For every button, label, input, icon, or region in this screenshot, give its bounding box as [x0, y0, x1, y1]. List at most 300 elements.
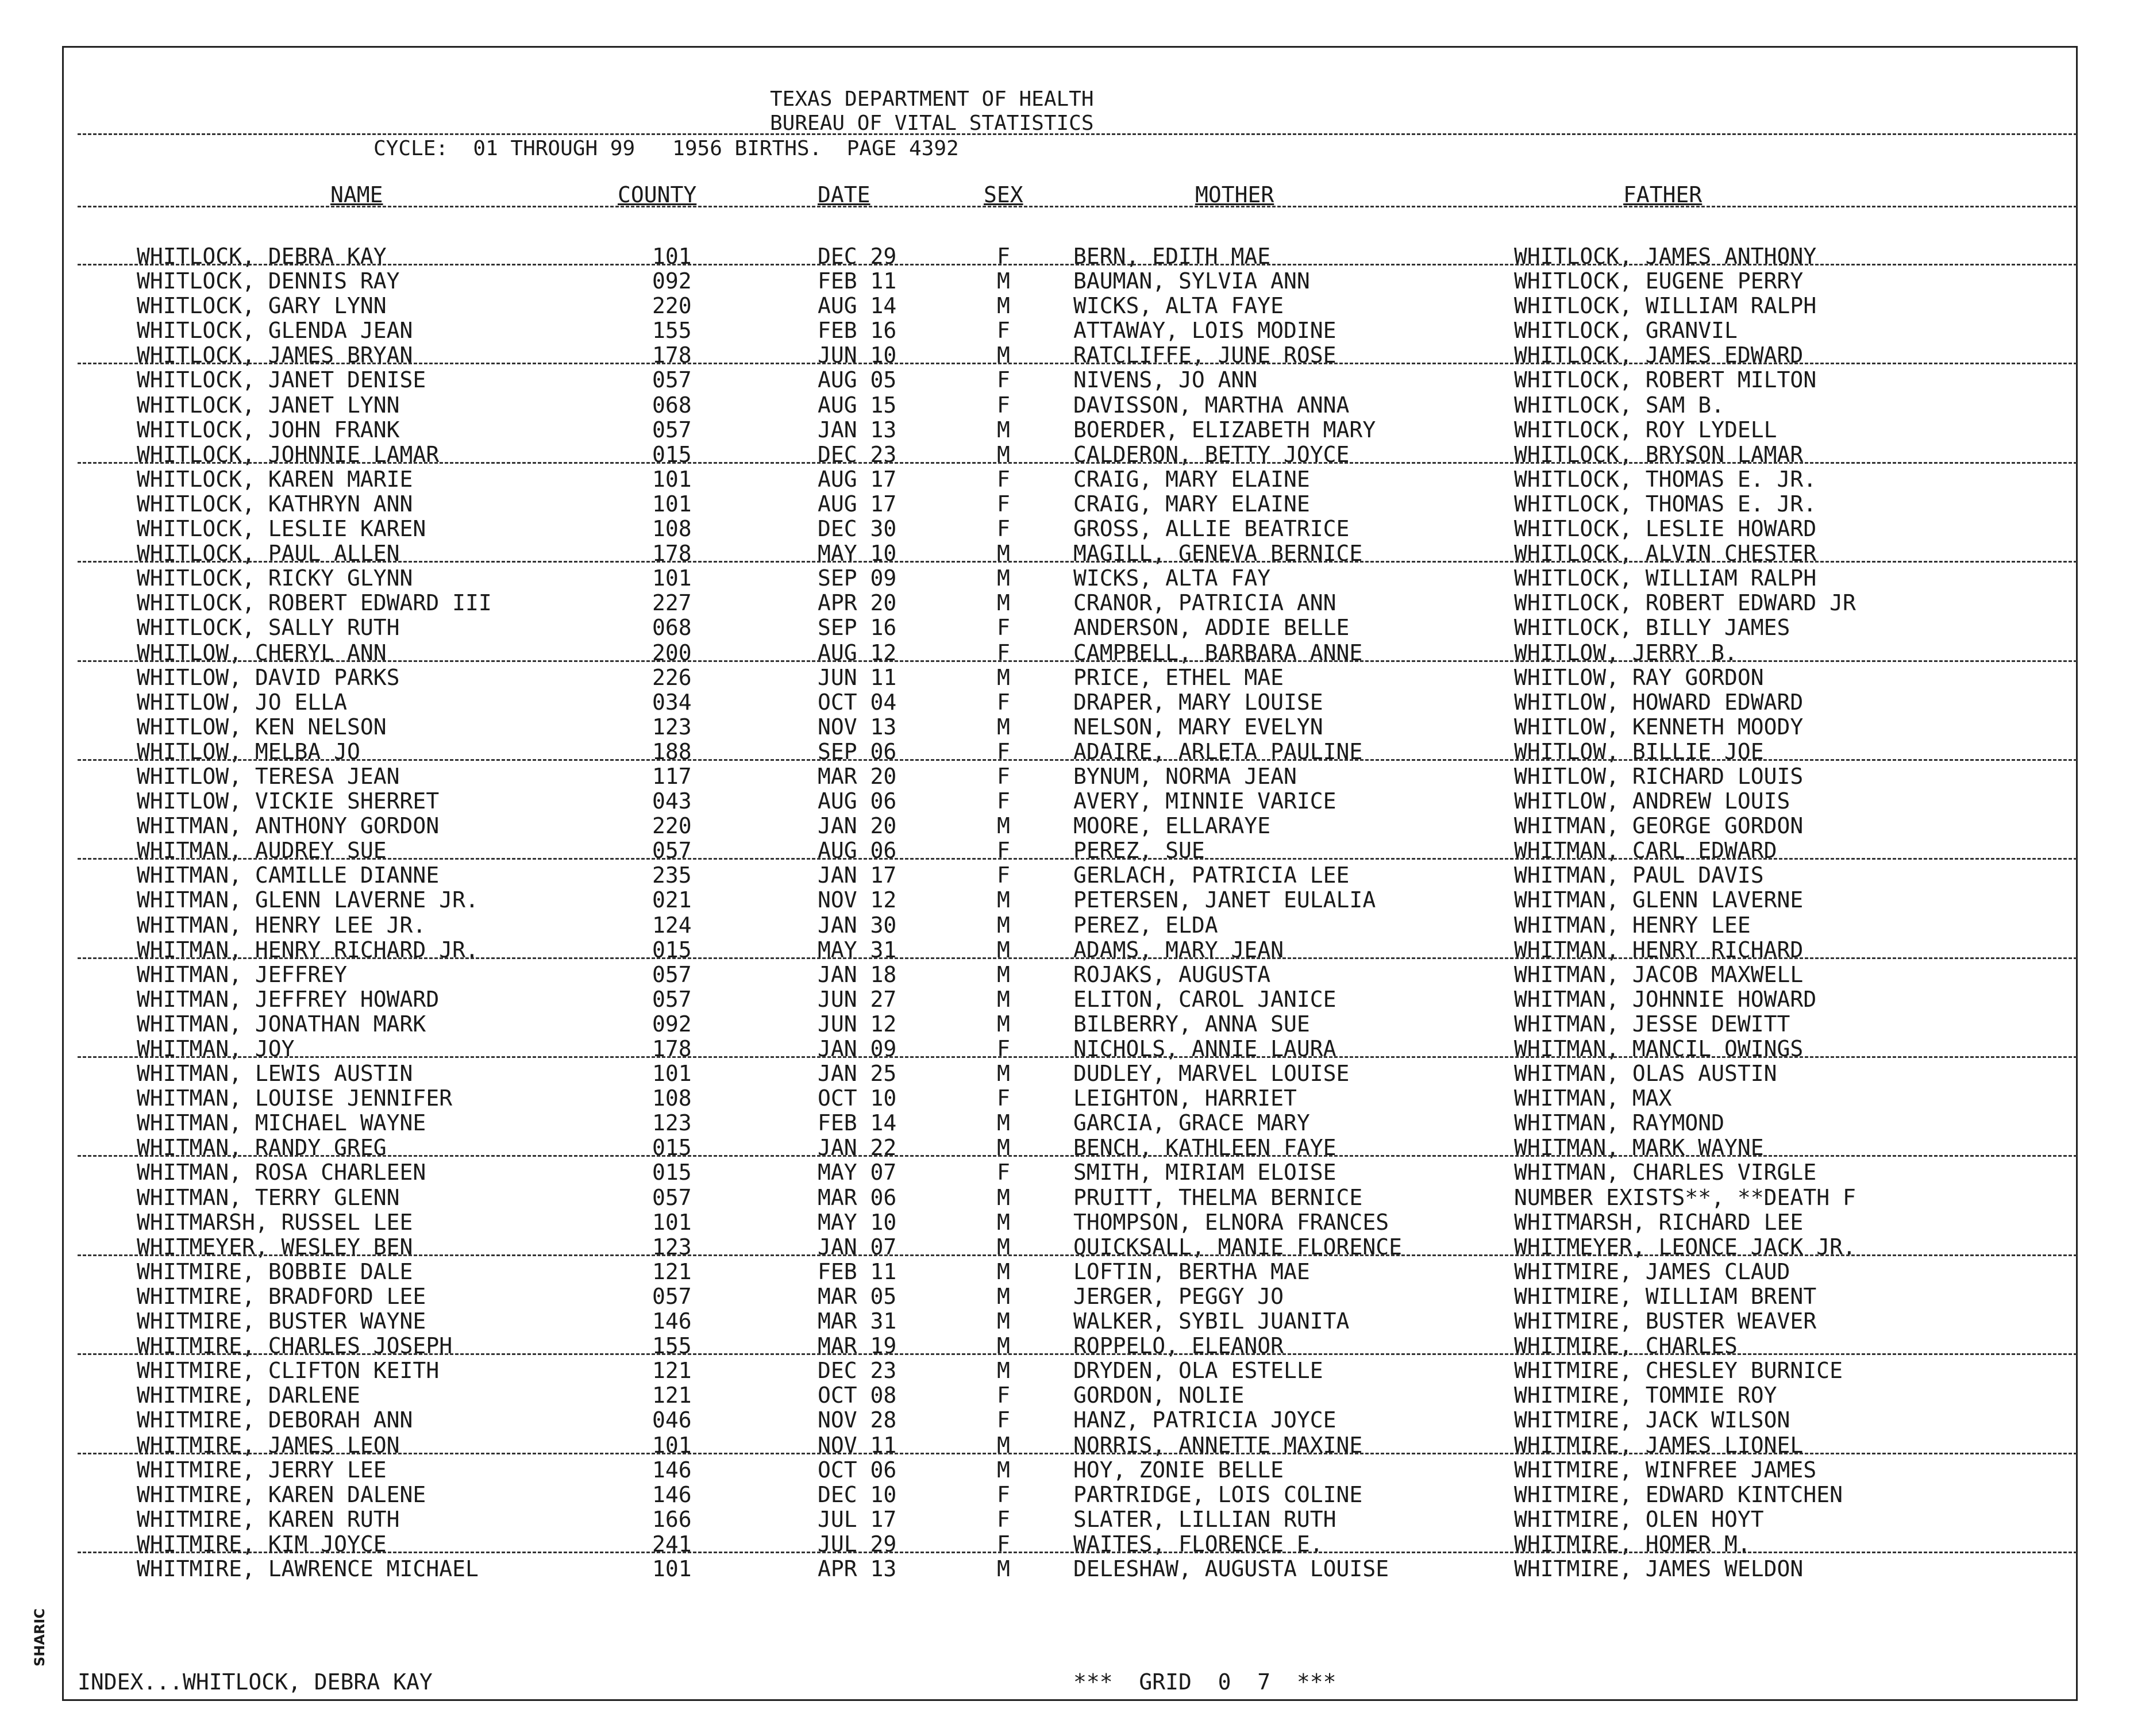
cell-mother: BENCH, KATHLEEN FAYE — [1073, 1135, 1336, 1161]
cell-name: WHITMIRE, DEBORAH ANN — [137, 1407, 413, 1433]
cell-county: 155 — [652, 1333, 692, 1359]
cell-sex: M — [997, 1358, 1010, 1384]
cell-sex: F — [997, 466, 1010, 492]
cell-sex: M — [997, 961, 1010, 987]
cell-sex: M — [997, 1432, 1010, 1458]
cell-date: SEP 09 — [818, 565, 897, 591]
cell-county: 108 — [652, 516, 692, 542]
cell-name: WHITMIRE, JAMES LEON — [137, 1432, 400, 1458]
cell-name: WHITMIRE, KAREN DALENE — [137, 1481, 426, 1507]
cell-name: WHITLOCK, KATHRYN ANN — [137, 491, 413, 517]
cell-mother: CALDERON, BETTY JOYCE — [1073, 441, 1350, 467]
cell-sex: F — [997, 367, 1010, 393]
cell-mother: WALKER, SYBIL JUANITA — [1073, 1308, 1350, 1334]
cell-date: AUG 12 — [818, 640, 897, 665]
cell-date: AUG 15 — [818, 392, 897, 418]
cell-father: WHITMIRE, EDWARD KINTCHEN — [1514, 1481, 1843, 1507]
cell-mother: ROJAKS, AUGUSTA — [1073, 961, 1271, 987]
cell-name: WHITLOCK, ROBERT EDWARD III — [137, 590, 492, 616]
table-row — [0, 1557, 2130, 1581]
cell-name: WHITMIRE, KIM JOYCE — [137, 1531, 387, 1557]
cell-father: NUMBER EXISTS**, **DEATH F — [1514, 1184, 1856, 1210]
cell-date: FEB 16 — [818, 318, 897, 344]
table-row — [0, 938, 2130, 963]
cell-mother: BOERDER, ELIZABETH MARY — [1073, 417, 1376, 442]
cell-county: 015 — [652, 441, 692, 467]
cell-mother: ADAMS, MARY JEAN — [1073, 937, 1284, 963]
cell-father: WHITLOW, KENNETH MOODY — [1514, 714, 1804, 740]
cell-county: 101 — [652, 1556, 692, 1581]
table-row — [0, 1309, 2130, 1334]
cell-county: 188 — [652, 738, 692, 764]
cell-date: AUG 06 — [818, 788, 897, 814]
cell-mother: ANDERSON, ADDIE BELLE — [1073, 615, 1350, 641]
cell-county: 227 — [652, 590, 692, 616]
cell-date: MAR 05 — [818, 1283, 897, 1309]
cell-sex: M — [997, 441, 1010, 467]
cell-father: WHITMAN, PAUL DAVIS — [1514, 863, 1764, 888]
cell-date: MAR 06 — [818, 1184, 897, 1210]
header-rule — [78, 133, 2077, 135]
table-row — [0, 591, 2130, 615]
cell-name: WHITMIRE, JERRY LEE — [137, 1457, 387, 1483]
cell-mother: NIVENS, JO ANN — [1073, 367, 1258, 393]
table-row — [0, 343, 2130, 368]
cell-name: WHITMIRE, CHARLES JOSEPH — [137, 1333, 453, 1359]
cell-mother: JERGER, PEGGY JO — [1073, 1283, 1284, 1309]
cell-county: 057 — [652, 838, 692, 864]
cell-county: 046 — [652, 1407, 692, 1433]
cell-county: 108 — [652, 1086, 692, 1111]
cell-father: WHITMARSH, RICHARD LEE — [1514, 1209, 1804, 1235]
cell-date: MAR 31 — [818, 1308, 897, 1334]
cell-sex: F — [997, 863, 1010, 888]
cell-sex: F — [997, 244, 1010, 269]
cell-father: WHITMAN, JOHNNIE HOWARD — [1514, 986, 1817, 1012]
table-row — [0, 913, 2130, 938]
cell-father: WHITMIRE, OLEN HOYT — [1514, 1506, 1764, 1532]
table-row — [0, 1061, 2130, 1086]
cell-mother: CAMPBELL, BARBARA ANNE — [1073, 640, 1363, 665]
cell-county: 123 — [652, 1110, 692, 1136]
cell-date: MAR 20 — [818, 763, 897, 789]
cell-date: JAN 20 — [818, 813, 897, 839]
cell-date: AUG 06 — [818, 838, 897, 864]
cell-county: 146 — [652, 1457, 692, 1483]
cell-county: 057 — [652, 1184, 692, 1210]
cell-date: OCT 08 — [818, 1383, 897, 1408]
cell-date: JUN 10 — [818, 342, 897, 368]
cell-date: DEC 29 — [818, 244, 897, 269]
cell-sex: F — [997, 689, 1010, 715]
cell-county: 021 — [652, 887, 692, 913]
cell-sex: M — [997, 813, 1010, 839]
cell-mother: BAUMAN, SYLVIA ANN — [1073, 268, 1310, 294]
cell-sex: F — [997, 763, 1010, 789]
cell-father: WHITMAN, MAX — [1514, 1086, 1672, 1111]
cell-father: WHITMIRE, TOMMIE ROY — [1514, 1383, 1777, 1408]
cell-mother: GROSS, ALLIE BEATRICE — [1073, 516, 1350, 542]
cell-date: NOV 11 — [818, 1432, 897, 1458]
table-row — [0, 690, 2130, 715]
table-row — [0, 863, 2130, 888]
cell-date: NOV 12 — [818, 887, 897, 913]
cell-date: JAN 17 — [818, 863, 897, 888]
cell-name: WHITMAN, RANDY GREG — [137, 1135, 387, 1161]
cell-mother: GORDON, NOLIE — [1073, 1383, 1245, 1408]
cell-sex: M — [997, 1308, 1010, 1334]
cell-sex: F — [997, 1531, 1010, 1557]
cell-father: WHITLOW, BILLIE JOE — [1514, 738, 1764, 764]
cell-father: WHITMAN, MARK WAYNE — [1514, 1135, 1764, 1161]
cell-mother: BYNUM, NORMA JEAN — [1073, 763, 1297, 789]
column-header-rule — [78, 206, 2077, 207]
cell-mother: GERLACH, PATRICIA LEE — [1073, 863, 1350, 888]
cell-name: WHITMIRE, BOBBIE DALE — [137, 1258, 413, 1284]
cell-date: DEC 23 — [818, 1358, 897, 1384]
cell-father: WHITMAN, HENRY LEE — [1514, 912, 1751, 938]
cell-sex: F — [997, 1481, 1010, 1507]
column-header-mother: MOTHER — [1195, 182, 1274, 207]
cell-date: NOV 28 — [818, 1407, 897, 1433]
column-header-father: FATHER — [1623, 182, 1703, 207]
cell-county: 121 — [652, 1383, 692, 1408]
column-header-county: COUNTY — [618, 182, 697, 207]
cell-mother: AVERY, MINNIE VARICE — [1073, 788, 1336, 814]
cell-county: 241 — [652, 1531, 692, 1557]
cell-sex: M — [997, 912, 1010, 938]
cell-date: JUL 29 — [818, 1531, 897, 1557]
cell-mother: DELESHAW, AUGUSTA LOUISE — [1073, 1556, 1389, 1581]
column-header-sex: SEX — [984, 182, 1023, 207]
cell-date: OCT 06 — [818, 1457, 897, 1483]
table-row — [0, 467, 2130, 492]
cell-sex: M — [997, 937, 1010, 963]
cell-date: AUG 17 — [818, 466, 897, 492]
cell-father: WHITLOCK, EUGENE PERRY — [1514, 268, 1804, 294]
cell-father: WHITLOCK, SAM B. — [1514, 392, 1725, 418]
cell-date: OCT 10 — [818, 1086, 897, 1111]
cell-county: 043 — [652, 788, 692, 814]
table-row — [0, 492, 2130, 517]
cell-date: MAR 19 — [818, 1333, 897, 1359]
cell-father: WHITLOW, RICHARD LOUIS — [1514, 763, 1804, 789]
cell-mother: ADAIRE, ARLETA PAULINE — [1073, 738, 1363, 764]
cell-mother: QUICKSALL, MANIE FLORENCE — [1073, 1234, 1402, 1260]
cell-name: WHITLOCK, DEBRA KAY — [137, 244, 387, 269]
cell-sex: M — [997, 1184, 1010, 1210]
cell-date: MAY 31 — [818, 937, 897, 963]
cell-mother: NELSON, MARY EVELYN — [1073, 714, 1323, 740]
cell-date: APR 20 — [818, 590, 897, 616]
table-row — [0, 1483, 2130, 1507]
cell-father: WHITMAN, JACOB MAXWELL — [1514, 961, 1804, 987]
cell-mother: DUDLEY, MARVEL LOUISE — [1073, 1061, 1350, 1087]
cell-county: 178 — [652, 541, 692, 567]
cell-county: 101 — [652, 1061, 692, 1087]
cell-name: WHITLOW, CHERYL ANN — [137, 640, 387, 665]
cell-father: WHITLOCK, ALVIN CHESTER — [1514, 541, 1817, 567]
cell-county: 057 — [652, 986, 692, 1012]
cell-father: WHITLOW, HOWARD EDWARD — [1514, 689, 1804, 715]
cell-date: JAN 25 — [818, 1061, 897, 1087]
cell-name: WHITLOCK, DENNIS RAY — [137, 268, 400, 294]
cell-name: WHITLOCK, JOHNNIE LAMAR — [137, 441, 440, 467]
cell-date: MAY 07 — [818, 1160, 897, 1185]
cell-father: WHITLOCK, WILLIAM RALPH — [1514, 293, 1817, 319]
cell-name: WHITLOW, MELBA JO — [137, 738, 360, 764]
cell-county: 200 — [652, 640, 692, 665]
cell-father: WHITMIRE, BUSTER WEAVER — [1514, 1308, 1817, 1334]
cell-father: WHITMAN, RAYMOND — [1514, 1110, 1725, 1136]
cell-sex: F — [997, 838, 1010, 864]
cell-name: WHITLOCK, JANET LYNN — [137, 392, 400, 418]
cell-name: WHITMAN, JONATHAN MARK — [137, 1011, 426, 1037]
cell-county: 220 — [652, 293, 692, 319]
cell-county: 015 — [652, 937, 692, 963]
cell-name: WHITLOCK, GLENDA JEAN — [137, 318, 413, 344]
cell-father: WHITMAN, OLAS AUSTIN — [1514, 1061, 1777, 1087]
cell-father: WHITMAN, JESSE DEWITT — [1514, 1011, 1790, 1037]
department-title: TEXAS DEPARTMENT OF HEALTH — [770, 87, 1094, 111]
cell-county: 101 — [652, 244, 692, 269]
cell-sex: M — [997, 1209, 1010, 1235]
cell-county: 220 — [652, 813, 692, 839]
cell-father: WHITMAN, MANCIL OWINGS — [1514, 1036, 1804, 1061]
cell-mother: ATTAWAY, LOIS MODINE — [1073, 318, 1336, 344]
cell-sex: F — [997, 1407, 1010, 1433]
cell-name: WHITLOCK, JOHN FRANK — [137, 417, 400, 442]
cell-county: 015 — [652, 1160, 692, 1185]
table-row — [0, 615, 2130, 640]
cell-date: JUN 27 — [818, 986, 897, 1012]
table-row — [0, 294, 2130, 318]
cell-name: WHITMAN, MICHAEL WAYNE — [137, 1110, 426, 1136]
table-row — [0, 1160, 2130, 1185]
cell-sex: F — [997, 1383, 1010, 1408]
cell-date: JUN 11 — [818, 664, 897, 690]
cell-name: WHITMIRE, CLIFTON KEITH — [137, 1358, 440, 1384]
cell-county: 166 — [652, 1506, 692, 1532]
cell-father: WHITMAN, GEORGE GORDON — [1514, 813, 1804, 839]
cell-name: WHITMAN, TERRY GLENN — [137, 1184, 400, 1210]
cell-mother: GARCIA, GRACE MARY — [1073, 1110, 1310, 1136]
table-row — [0, 838, 2130, 863]
cell-county: 101 — [652, 1209, 692, 1235]
cell-father: WHITLOCK, JAMES EDWARD — [1514, 342, 1804, 368]
cell-sex: M — [997, 1135, 1010, 1161]
cell-name: WHITLOCK, RICKY GLYNN — [137, 565, 413, 591]
cell-mother: DAVISSON, MARTHA ANNA — [1073, 392, 1350, 418]
cell-father: WHITLOCK, THOMAS E. JR. — [1514, 491, 1817, 517]
cell-date: FEB 11 — [818, 1258, 897, 1284]
cell-county: 178 — [652, 342, 692, 368]
cell-date: MAY 10 — [818, 1209, 897, 1235]
cell-name: WHITLOCK, LESLIE KAREN — [137, 516, 426, 542]
cell-mother: WAITES, FLORENCE E. — [1073, 1531, 1323, 1557]
table-row — [0, 1507, 2130, 1532]
table-row — [0, 789, 2130, 814]
cell-date: OCT 04 — [818, 689, 897, 715]
table-row — [0, 566, 2130, 591]
cell-county: 015 — [652, 1135, 692, 1161]
cell-county: 121 — [652, 1258, 692, 1284]
table-row — [0, 1284, 2130, 1309]
cell-mother: PARTRIDGE, LOIS COLINE — [1073, 1481, 1363, 1507]
cell-name: WHITMIRE, DARLENE — [137, 1383, 360, 1408]
cell-county: 101 — [652, 565, 692, 591]
cell-county: 034 — [652, 689, 692, 715]
cell-name: WHITLOCK, JAMES BRYAN — [137, 342, 413, 368]
cell-county: 101 — [652, 466, 692, 492]
cell-name: WHITMARSH, RUSSEL LEE — [137, 1209, 413, 1235]
cell-sex: M — [997, 1011, 1010, 1037]
cell-name: WHITLOW, VICKIE SHERRET — [137, 788, 440, 814]
cell-father: WHITLOCK, BILLY JAMES — [1514, 615, 1790, 641]
cell-name: WHITMAN, HENRY RICHARD JR. — [137, 937, 479, 963]
cell-name: WHITLOCK, SALLY RUTH — [137, 615, 400, 641]
cycle-line: CYCLE: 01 THROUGH 99 1956 BIRTHS. PAGE 4392 — [373, 137, 959, 160]
cell-mother: PEREZ, SUE — [1073, 838, 1205, 864]
table-row — [0, 1383, 2130, 1408]
cell-mother: LEIGHTON, HARRIET — [1073, 1086, 1297, 1111]
cell-date: JAN 18 — [818, 961, 897, 987]
cell-county: 123 — [652, 714, 692, 740]
cell-county: 124 — [652, 912, 692, 938]
cell-father: WHITLOCK, ROY LYDELL — [1514, 417, 1777, 442]
cell-sex: M — [997, 1061, 1010, 1087]
cell-sex: M — [997, 541, 1010, 567]
cell-county: 117 — [652, 763, 692, 789]
table-row — [0, 1532, 2130, 1557]
cell-name: WHITLOW, DAVID PARKS — [137, 664, 400, 690]
cell-father: WHITMIRE, CHESLEY BURNICE — [1514, 1358, 1843, 1384]
cell-date: DEC 10 — [818, 1481, 897, 1507]
cell-father: WHITMIRE, CHARLES — [1514, 1333, 1738, 1359]
table-row — [0, 740, 2130, 764]
cell-date: JAN 09 — [818, 1036, 897, 1061]
table-row — [0, 517, 2130, 541]
cell-mother: HANZ, PATRICIA JOYCE — [1073, 1407, 1336, 1433]
cell-name: WHITMAN, ROSA CHARLEEN — [137, 1160, 426, 1185]
cell-county: 057 — [652, 367, 692, 393]
cell-county: 092 — [652, 268, 692, 294]
cell-father: WHITLOCK, LESLIE HOWARD — [1514, 516, 1817, 542]
cell-mother: DRYDEN, OLA ESTELLE — [1073, 1358, 1323, 1384]
cell-mother: NORRIS, ANNETTE MAXINE — [1073, 1432, 1363, 1458]
cell-date: AUG 14 — [818, 293, 897, 319]
sharic-stamp: SHARIC — [32, 1608, 48, 1666]
cell-county: 123 — [652, 1234, 692, 1260]
cell-mother: ROPPELO, ELEANOR — [1073, 1333, 1284, 1359]
cell-date: FEB 11 — [818, 268, 897, 294]
table-row — [0, 764, 2130, 789]
cell-mother: SMITH, MIRIAM ELOISE — [1073, 1160, 1336, 1185]
cell-county: 146 — [652, 1481, 692, 1507]
cell-sex: F — [997, 738, 1010, 764]
table-row — [0, 715, 2130, 740]
cell-father: WHITLOCK, ROBERT EDWARD JR — [1514, 590, 1856, 616]
cell-name: WHITMAN, HENRY LEE JR. — [137, 912, 426, 938]
table-row — [0, 1210, 2130, 1235]
cell-father: WHITLOCK, BRYSON LAMAR — [1514, 441, 1804, 467]
cell-date: JAN 07 — [818, 1234, 897, 1260]
cell-date: NOV 13 — [818, 714, 897, 740]
records-table — [0, 244, 2130, 1581]
cell-mother: PEREZ, ELDA — [1073, 912, 1218, 938]
cell-name: WHITMAN, CAMILLE DIANNE — [137, 863, 440, 888]
cell-name: WHITLOCK, GARY LYNN — [137, 293, 387, 319]
cell-county: 057 — [652, 961, 692, 987]
cell-father: WHITMIRE, JAMES WELDON — [1514, 1556, 1804, 1581]
cell-date: JAN 30 — [818, 912, 897, 938]
cell-sex: M — [997, 986, 1010, 1012]
cell-father: WHITMIRE, HOMER M. — [1514, 1531, 1751, 1557]
cell-father: WHITLOCK, JAMES ANTHONY — [1514, 244, 1817, 269]
cell-name: WHITMIRE, KAREN RUTH — [137, 1506, 400, 1532]
cell-sex: M — [997, 1258, 1010, 1284]
cell-mother: RATCLIFFE, JUNE ROSE — [1073, 342, 1336, 368]
cell-name: WHITMIRE, LAWRENCE MICHAEL — [137, 1556, 479, 1581]
cell-father: WHITLOCK, GRANVIL — [1514, 318, 1738, 344]
cell-sex: M — [997, 1556, 1010, 1581]
cell-name: WHITMAN, LEWIS AUSTIN — [137, 1061, 413, 1087]
cell-father: WHITMAN, CARL EDWARD — [1514, 838, 1777, 864]
cell-name: WHITMAN, JEFFREY — [137, 961, 348, 987]
column-header-name: NAME — [330, 182, 383, 207]
table-row — [0, 1433, 2130, 1458]
cell-name: WHITMIRE, BUSTER WAYNE — [137, 1308, 426, 1334]
cell-date: SEP 16 — [818, 615, 897, 641]
table-row — [0, 641, 2130, 665]
bureau-title: BUREAU OF VITAL STATISTICS — [770, 111, 1094, 135]
cell-county: 101 — [652, 1432, 692, 1458]
table-row — [0, 541, 2130, 566]
cell-mother: SLATER, LILLIAN RUTH — [1073, 1506, 1336, 1532]
table-row — [0, 963, 2130, 987]
cell-father: WHITMAN, HENRY RICHARD — [1514, 937, 1804, 963]
cell-sex: F — [997, 318, 1010, 344]
cell-mother: WICKS, ALTA FAY — [1073, 565, 1271, 591]
cell-name: WHITMAN, AUDREY SUE — [137, 838, 387, 864]
cell-county: 092 — [652, 1011, 692, 1037]
cell-date: JUN 12 — [818, 1011, 897, 1037]
cell-county: 155 — [652, 318, 692, 344]
cell-date: APR 13 — [818, 1556, 897, 1581]
cell-mother: DRAPER, MARY LOUISE — [1073, 689, 1323, 715]
table-row — [0, 418, 2130, 442]
cell-mother: WICKS, ALTA FAYE — [1073, 293, 1284, 319]
cell-father: WHITMIRE, WINFREE JAMES — [1514, 1457, 1817, 1483]
cell-county: 057 — [652, 417, 692, 442]
cell-father: WHITLOW, ANDREW LOUIS — [1514, 788, 1790, 814]
cell-name: WHITLOCK, KAREN MARIE — [137, 466, 413, 492]
cell-name: WHITMAN, LOUISE JENNIFER — [137, 1086, 453, 1111]
table-row — [0, 393, 2130, 418]
index-footer: INDEX...WHITLOCK, DEBRA KAY — [78, 1669, 433, 1695]
cell-date: JAN 13 — [818, 417, 897, 442]
cell-county: 121 — [652, 1358, 692, 1384]
cell-mother: MAGILL, GENEVA BERNICE — [1073, 541, 1363, 567]
cell-father: WHITMIRE, WILLIAM BRENT — [1514, 1283, 1817, 1309]
cell-father: WHITMAN, GLENN LAVERNE — [1514, 887, 1804, 913]
table-row — [0, 665, 2130, 690]
cell-father: WHITMAN, CHARLES VIRGLE — [1514, 1160, 1817, 1185]
table-row — [0, 1408, 2130, 1433]
cell-sex: F — [997, 392, 1010, 418]
cell-sex: F — [997, 788, 1010, 814]
cell-father: WHITMIRE, JACK WILSON — [1514, 1407, 1790, 1433]
